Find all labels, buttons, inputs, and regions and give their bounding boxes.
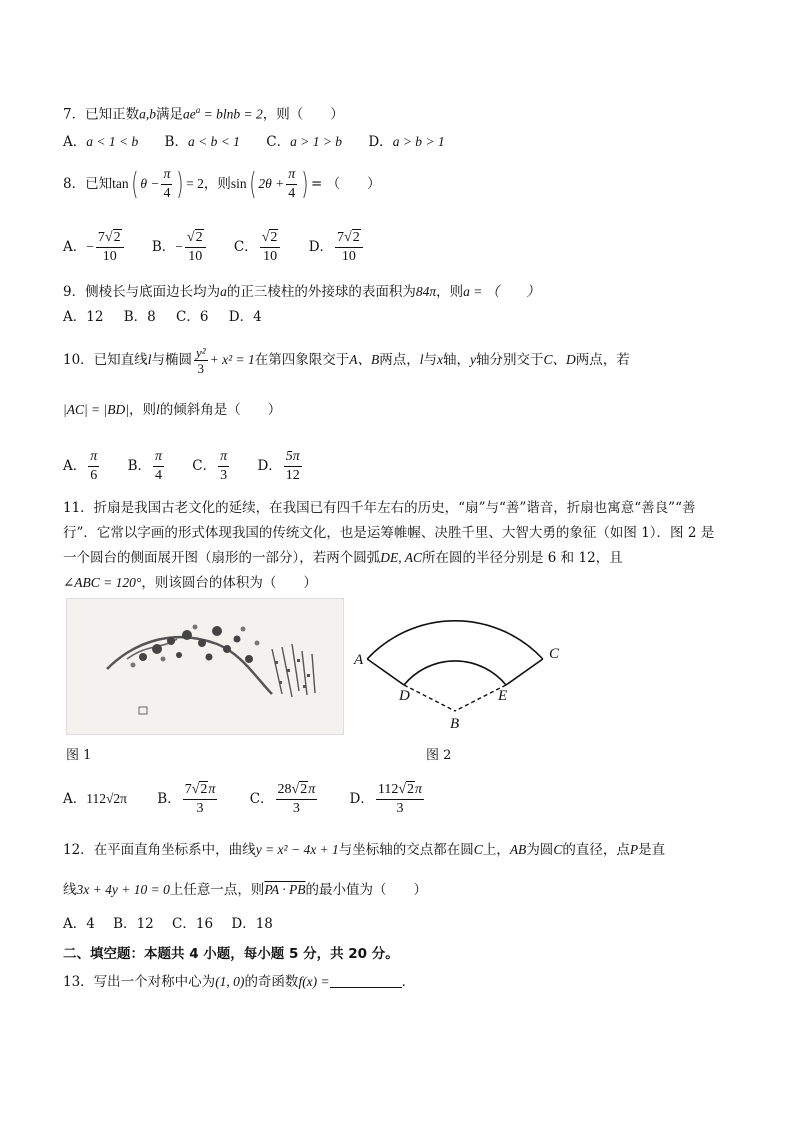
folding-fan-image	[66, 598, 344, 735]
q10-option-c: C． $\frac{\pi}{3}$	[192, 449, 228, 483]
q11-option-b: B． $\frac{7√2\pi}{3}$	[157, 782, 216, 816]
q11-stem-line4: ∠ABC = 120°，则该圆台的体积为（ ）	[63, 575, 317, 591]
q7-stem: 7．已知正数a,b满足$ae^a = blnb = 2$，则（ ）	[63, 105, 344, 123]
label-e: E	[498, 688, 508, 704]
q9-option-b: B．8	[123, 309, 156, 325]
q8-option-d: D． $\frac{7√2}{10}$	[309, 224, 365, 270]
q7-options	[63, 132, 467, 152]
q11-stem-line2: 行”．它常以字画的形式体现我国的传统文化，也是运筹帷幄、决胜千里、大智大勇的象征（如图 1）．图 2 是	[63, 525, 715, 541]
dashed-db	[404, 685, 455, 711]
segment-ce	[506, 659, 543, 685]
q9-option-a: A．12	[63, 309, 104, 325]
q10-stem-line1: 10．已知直线l与椭圆 $\frac{\text{y²}}{3}$ + x² = 1在第四象限交于A、B两点，l与x轴，y轴分别交于C、D两点，若	[63, 345, 630, 376]
label-c: C	[549, 646, 560, 662]
answer-blank[interactable]	[330, 973, 402, 988]
q10-option-a: A． $\frac{\pi}{6}$	[63, 449, 98, 483]
q12-option-a: A．4	[63, 916, 95, 932]
q11-option-d: D． $\frac{112√2\pi}{3}$	[349, 782, 423, 816]
q9-options	[63, 307, 278, 327]
q7-option-b: B．a < b < 1	[164, 134, 240, 150]
q10-options	[63, 444, 326, 488]
q11-stem-line3: 一个圆台的侧面展开图（扇形的一部分），若两个圆弧DE, AC所在圆的半径分别是 6 和 12，且	[63, 550, 623, 566]
q12-option-d: D．18	[231, 916, 273, 932]
q12-options	[63, 914, 287, 934]
q10-option-b: B． $\frac{\pi}{4}$	[127, 449, 162, 483]
frustum-sector-diagram	[352, 602, 572, 732]
arc-de	[404, 661, 506, 685]
q9-option-d: D．4	[228, 309, 262, 325]
q9-stem: 9．侧棱长与底面边长均为a的正三棱柱的外接球的表面积为84π，则a = （ ）	[63, 284, 540, 300]
q12-stem-line2: 线3x + 4y + 10 = 0上任意一点，则PA · PB的最小值为（ ）	[63, 882, 427, 898]
q11-options	[63, 776, 452, 822]
label-d: D	[399, 688, 410, 704]
q8-option-c: C． $\frac{√2}{10}$	[234, 224, 283, 270]
q7-option-a: A．a < 1 < b	[63, 134, 139, 150]
q11-option-a: A．112√2π	[63, 791, 127, 807]
q8-options	[63, 224, 387, 270]
figure-1-caption: 图 1	[66, 748, 92, 763]
label-a: A	[354, 652, 364, 668]
q9-option-c: C．6	[176, 309, 209, 325]
q7-option-c: C．a > 1 > b	[266, 134, 343, 150]
q10-option-d: D． $\frac{5\pi}{12}$	[257, 449, 300, 483]
q10-stem-line2: |AC| = |BD|，则l的倾斜角是（ ）	[63, 402, 282, 418]
q13-stem: 13．写出一个对称中心为(1, 0)的奇函数f(x) = ．	[63, 974, 416, 990]
section-2-heading: 二、填空题：本题共 4 小题，每小题 5 分，共 20 分。	[63, 946, 399, 962]
q12-option-b: B．12	[113, 916, 154, 932]
q8-stem: 8．已知tan( θ − $\frac{\pi}{4}$ ) = 2，则sin( 2θ + $\frac{\pi}{4}$ ) = （ ）	[63, 166, 381, 202]
q11-option-c: C． $\frac{28√2\pi}{3}$	[249, 782, 316, 816]
q8-option-a: A．− $\frac{7√2}{10}$	[63, 224, 126, 270]
figure-2-caption: 图 2	[426, 748, 452, 763]
segment-ad	[367, 659, 404, 685]
q7-option-d: D．a > b > 1	[368, 134, 445, 150]
q12-stem-line1: 12．在平面直角坐标系中，曲线y = x² − 4x + 1与坐标轴的交点都在圆C上，AB为圆C的直径，点P是直	[63, 842, 666, 858]
q11-stem-line1: 11．折扇是我国古老文化的延续，在我国已有四千年左右的历史，“扇”与“善”谐音，折扇也寓意“善良”“善	[63, 500, 696, 516]
q12-option-c: C．16	[172, 916, 214, 932]
label-b: B	[450, 716, 460, 732]
arc-ac	[367, 621, 543, 659]
q8-option-b: B．− $\frac{√2}{10}$	[152, 224, 208, 270]
